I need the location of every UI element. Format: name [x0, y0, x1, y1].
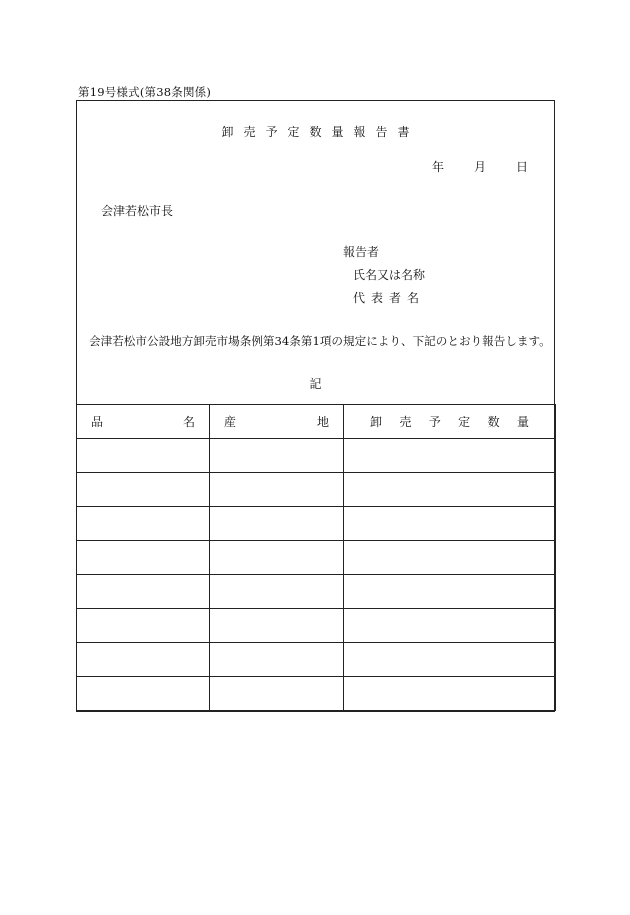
header-char: 定: [458, 415, 471, 429]
quantity-cell[interactable]: [344, 473, 556, 507]
form-id: 第19号様式(第38条関係): [78, 85, 212, 99]
column-header-planned-quantity: [344, 405, 556, 439]
product-name-cell[interactable]: [77, 609, 210, 643]
table-row: [77, 643, 556, 677]
column-header-origin: [210, 405, 344, 439]
header-char: 名: [182, 415, 195, 429]
date-day-label: 日: [515, 160, 528, 174]
date-month-label: 月: [473, 160, 486, 174]
table-row: [77, 677, 556, 711]
origin-cell[interactable]: [210, 575, 344, 609]
product-name-cell[interactable]: [77, 677, 210, 711]
reporter-label: 報告者: [343, 245, 380, 259]
header-char: 品: [91, 415, 104, 429]
table-row: [77, 541, 556, 575]
quantity-cell[interactable]: [344, 677, 556, 711]
report-form-frame: [76, 100, 555, 712]
product-name-cell[interactable]: [77, 507, 210, 541]
date-line: [432, 158, 528, 175]
header-char: 卸: [370, 415, 383, 429]
origin-cell[interactable]: [210, 541, 344, 575]
origin-cell[interactable]: [210, 439, 344, 473]
table-row: [77, 439, 556, 473]
table-row: [77, 473, 556, 507]
product-name-cell[interactable]: [77, 575, 210, 609]
origin-cell[interactable]: [210, 643, 344, 677]
product-name-cell[interactable]: [77, 473, 210, 507]
addressee: 会津若松市長: [101, 204, 174, 218]
header-char: 予: [428, 415, 441, 429]
header-char: 数: [487, 415, 500, 429]
date-year-label: 年: [431, 160, 444, 174]
table-row: [77, 609, 556, 643]
origin-cell[interactable]: [210, 473, 344, 507]
table-row: [77, 507, 556, 541]
table-header-row: [77, 405, 556, 439]
origin-cell[interactable]: [210, 677, 344, 711]
origin-cell[interactable]: [210, 609, 344, 643]
product-name-cell[interactable]: [77, 439, 210, 473]
document-title: 卸売予定数量報告書: [221, 125, 420, 139]
quantity-cell[interactable]: [344, 507, 556, 541]
items-table: [76, 404, 556, 711]
report-statement: 会津若松市公設地方卸売市場条例第34条第1項の規定により、下記のとおり報告します。: [89, 334, 551, 348]
quantity-cell[interactable]: [344, 643, 556, 677]
name-label: 氏名又は名称: [353, 268, 426, 282]
quantity-cell[interactable]: [344, 541, 556, 575]
quantity-cell[interactable]: [344, 439, 556, 473]
origin-cell[interactable]: [210, 507, 344, 541]
product-name-cell[interactable]: [77, 541, 210, 575]
quantity-cell[interactable]: [344, 575, 556, 609]
header-char: 売: [399, 415, 412, 429]
table-row: [77, 575, 556, 609]
header-char: 産: [224, 415, 237, 429]
column-header-product-name: [77, 405, 210, 439]
ki-heading: 記: [309, 377, 322, 391]
product-name-cell[interactable]: [77, 643, 210, 677]
header-char: 量: [516, 415, 529, 429]
header-char: 地: [316, 415, 329, 429]
reporter-block: [343, 243, 426, 305]
quantity-cell[interactable]: [344, 609, 556, 643]
representative-label: 代表者名: [353, 291, 426, 305]
